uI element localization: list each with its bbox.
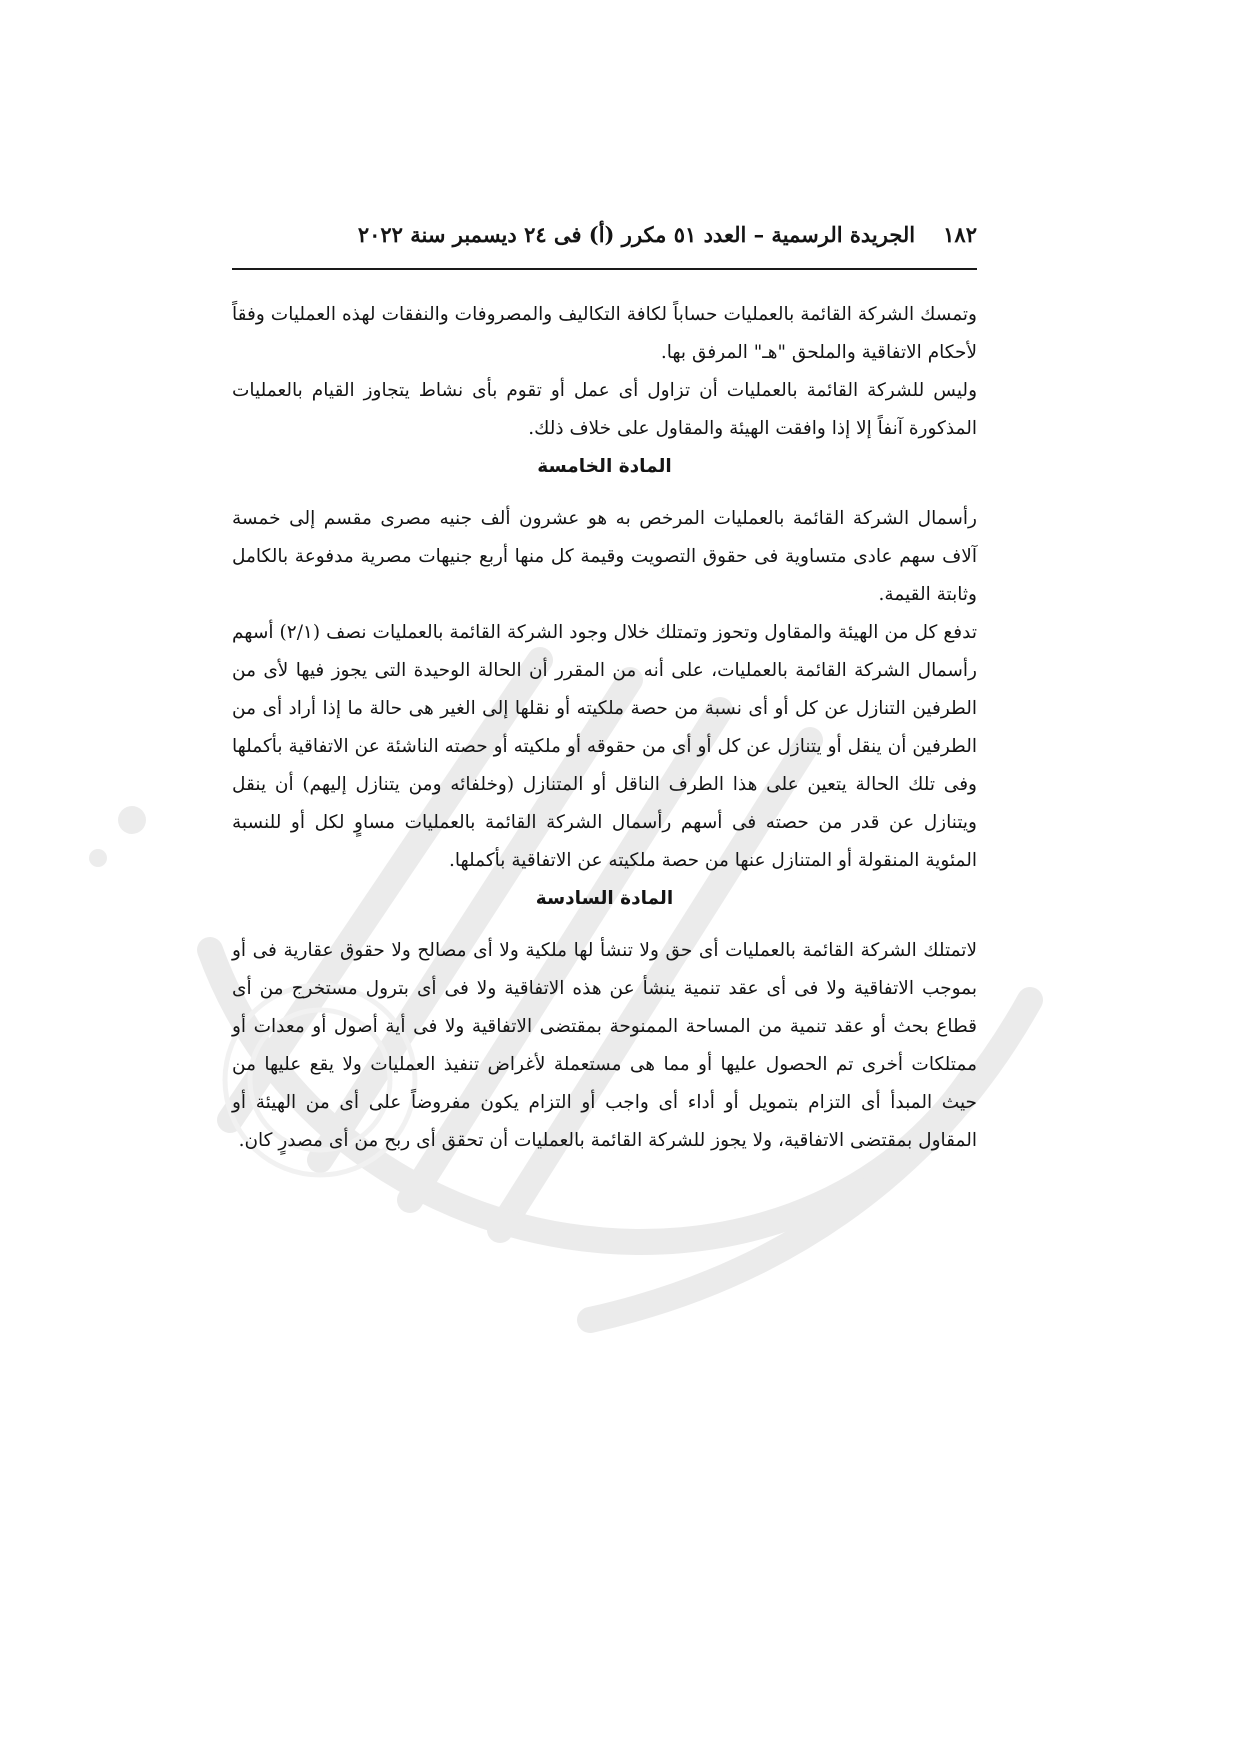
- page-header: [232, 222, 977, 270]
- paragraph: رأسمال الشركة القائمة بالعمليات المرخص به هو عشرون ألف جنيه مصرى مقسم إلى خمسة آلاف سهم عادى متساوية فى حقوق التصويت وقيمة كل منها أربع جنيهات مصرية مدفوعة بالكامل وثابتة القيمة.: [232, 508, 977, 605]
- paragraph: وليس للشركة القائمة بالعمليات أن تزاول أى عمل أو تقوم بأى نشاط يتجاوز القيام بالعمليات المذكورة آنفاً إلا إذا وافقت الهيئة والمقاول على خلاف ذلك.: [232, 380, 977, 439]
- document-body: [232, 296, 977, 1160]
- page-number: ١٨٢: [943, 222, 977, 247]
- paragraph: لاتمتلك الشركة القائمة بالعمليات أى حق ولا تنشأ لها ملكية ولا أى مصالح ولا حقوق عقارية فى أو بموجب الاتفاقية ولا فى أى عقد تنمية ينشأ عن هذه الاتفاقية ولا فى أى بترول مستخرج من أى قطاع بحث أو عقد تنمية من المساحة الممنوحة بمقتضى الاتفاقية ولا فى أية أصول أو معدات أو ممتلكات أخرى تم الحصول عليها أو مما هى مستعملة لأغراض تنفيذ العمليات ولا يقع عليها من حيث المبدأ أى التزام بتمويل أو أداء أى واجب أو التزام يكون مفروضاً على أى من الهيئة أو المقاول بمقتضى الاتفاقية، ولا يجوز للشركة القائمة بالعمليات أن تحقق أى ربح من أى مصدرٍ كان.: [232, 940, 977, 1151]
- article-title: المادة الخامسة: [537, 456, 672, 477]
- paragraph: وتمسك الشركة القائمة بالعمليات حساباً لكافة التكاليف والمصروفات والنفقات لهذه العمليات وفقاً لأحكام الاتفاقية والملحق "هـ" المرفق بها.: [232, 304, 977, 363]
- paragraph: تدفع كل من الهيئة والمقاول وتحوز وتمتلك خلال وجود الشركة القائمة بالعمليات نصف (٢/١) أسهم رأسمال الشركة القائمة بالعمليات، على أنه من المقرر أن الحالة الوحيدة التى يجوز فيها لأى من الطرفين التنازل عن كل أو أى نسبة من حصة ملكيته أو نقلها إلى الغير هى حالة ما إذا أراد أى من الطرفين أن ينقل أو يتنازل عن كل أو أى من حقوقه أو ملكيته أو حصته الناشئة عن الاتفاقية بأكملها وفى تلك الحالة يتعين على هذا الطرف الناقل أو المتنازل (وخلفائه ومن يتنازل إليهم) أن ينقل ويتنازل عن قدر من حصته فى أسهم رأسمال الشركة القائمة بالعمليات مساوٍ لكل أو للنسبة المئوية المنقولة أو المتنازل عنها من حصة ملكيته عن الاتفاقية بأكملها.: [232, 622, 977, 871]
- article-title: المادة السادسة: [535, 888, 674, 909]
- publication-line: الجريدة الرسمية – العدد ٥١ مكرر (أ) فى ٢٤ ديسمبر سنة ٢٠٢٢: [357, 222, 916, 247]
- document-page: [232, 222, 977, 1160]
